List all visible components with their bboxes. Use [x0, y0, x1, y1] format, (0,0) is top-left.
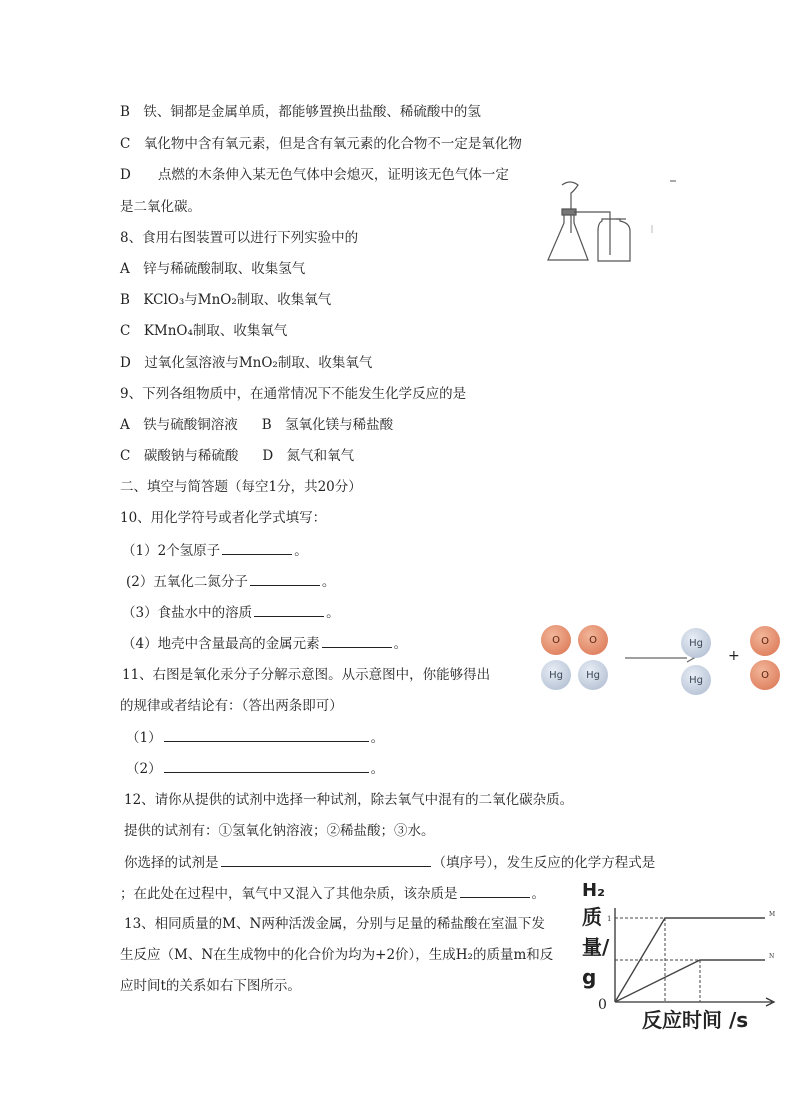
oxygen-atom: O — [541, 625, 571, 655]
answer-blank[interactable] — [460, 883, 530, 898]
mercury-atom: Hg — [541, 660, 571, 690]
q8-option-b: B KClO₃与MnO₂制取、收集氧气 — [120, 292, 332, 308]
mercury-atom: Hg — [681, 628, 711, 658]
q9-options-ab — [120, 415, 393, 435]
origin-label: 0 — [598, 997, 607, 1013]
option-b: B 铁、铜都是金属单质，都能够置换出盐酸、稀硫酸中的氢 — [120, 104, 481, 120]
series-line-N — [615, 960, 765, 1002]
mercury-atom: Hg — [578, 660, 608, 690]
mercury-atom: Hg — [681, 665, 711, 695]
arrow-icon — [625, 652, 695, 664]
flask — [548, 209, 588, 260]
x-axis-label: 反应时间 /s — [642, 1008, 749, 1032]
oxygen-atom: O — [750, 626, 780, 656]
q9-option-c: C 碳酸钠与稀硫酸 — [120, 448, 239, 464]
answer-blank[interactable] — [322, 633, 392, 648]
answer-blank[interactable] — [250, 571, 320, 586]
option-d-line1: D 点燃的木条伸入某无色气体中会熄灭，证明该无色气体一定 — [120, 167, 509, 183]
question-13-line3: 应时间t的关系如右下图所示。 — [120, 978, 301, 994]
y-label-mass: 质量/g — [582, 905, 610, 989]
question-8: 8、食用右图装置可以进行下列实验中的 — [120, 230, 359, 246]
q10-item-4: （4）地壳中含量最高的金属元素 。 — [122, 633, 407, 654]
q9-option-d: D 氮气和氧气 — [262, 448, 355, 464]
q9-option-b: B 氢氧化镁与稀盐酸 — [261, 417, 394, 433]
section-2-heading: 二、填空与简答题（每空1分，共20分） — [120, 479, 362, 495]
question-11-line2: 的规律或者结论有：（答出两条即可） — [120, 698, 343, 714]
q8-option-d: D 过氧化氢溶液与MnO₂制取、收集氧气 — [120, 355, 373, 371]
answer-blank[interactable] — [164, 758, 369, 773]
answer-blank[interactable] — [254, 602, 324, 617]
plus-sign: + — [728, 648, 740, 664]
question-11-line1: 11、右图是氧化汞分子分解示意图。从示意图中，你能够得出 — [122, 667, 491, 683]
question-9: 9、下列各组物质中，在通常情况下不能发生化学反应的是 — [120, 386, 467, 402]
chart-plot — [580, 880, 780, 1010]
q8-option-a: A 锌与稀硫酸制取、收集氢气 — [120, 261, 306, 277]
question-10: 10、用化学符号或者化学式填写： — [120, 510, 327, 526]
q8-option-c: C KMnO₄制取、收集氧气 — [120, 323, 288, 339]
q11-item-2: （2） 。 — [126, 758, 384, 779]
question-13-line1: 13、相同质量的M、N两种活泼金属，分别与足量的稀盐酸在室温下发 — [124, 916, 545, 932]
q12-reagents: 提供的试剂有：①氢氧化钠溶液；②稀盐酸；③水。 — [124, 823, 435, 839]
question-12: 12、请你从提供的试剂中选择一种试剂，除去氧气中混有的二氧化碳杂质。 — [124, 792, 574, 808]
series-label-M: M — [769, 911, 776, 918]
delivery-tube — [574, 212, 610, 219]
answer-blank[interactable] — [221, 852, 431, 867]
bottle — [598, 219, 630, 261]
q10-item-1: （1）2个氢原子 。 — [122, 540, 308, 561]
answer-blank[interactable] — [222, 540, 292, 555]
q10-item-3: （3）食盐水中的溶质 。 — [122, 602, 340, 623]
stopper — [562, 209, 576, 215]
gas-apparatus-figure — [540, 175, 680, 270]
funnel — [562, 182, 578, 233]
oxygen-atom: O — [750, 660, 780, 690]
y-tick-label: 1 — [607, 915, 612, 923]
q12-select-line: 你选择的试剂是 （填序号），发生反应的化学方程式是 — [124, 852, 655, 873]
q12-impurity-line: ；在此处在过程中，氧气中又混入了其他杂质，该杂质是 。 — [120, 883, 545, 904]
answer-blank[interactable] — [164, 727, 369, 742]
q9-option-a: A 铁与硫酸铜溶液 — [120, 417, 238, 433]
option-d-line2: 是二氧化碳。 — [120, 199, 201, 215]
q9-options-cd — [120, 446, 354, 466]
oxygen-atom: O — [578, 625, 608, 655]
mercury-oxide-figure — [535, 618, 785, 708]
q10-item-2: (2）五氧化二氮分子 。 — [126, 571, 335, 592]
option-c: C 氧化物中含有氧元素，但是含有氧元素的化合物不一定是氧化物 — [120, 136, 522, 152]
series-label-N: N — [769, 953, 775, 960]
y-label-h2: H₂ — [582, 880, 605, 901]
h2-chart — [580, 880, 780, 1030]
q11-item-1: （1） 。 — [126, 727, 384, 748]
question-13-line2: 生反应（M、N在生成物中的化合价为均为+2价），生成H₂的质量m和反 — [120, 947, 554, 963]
